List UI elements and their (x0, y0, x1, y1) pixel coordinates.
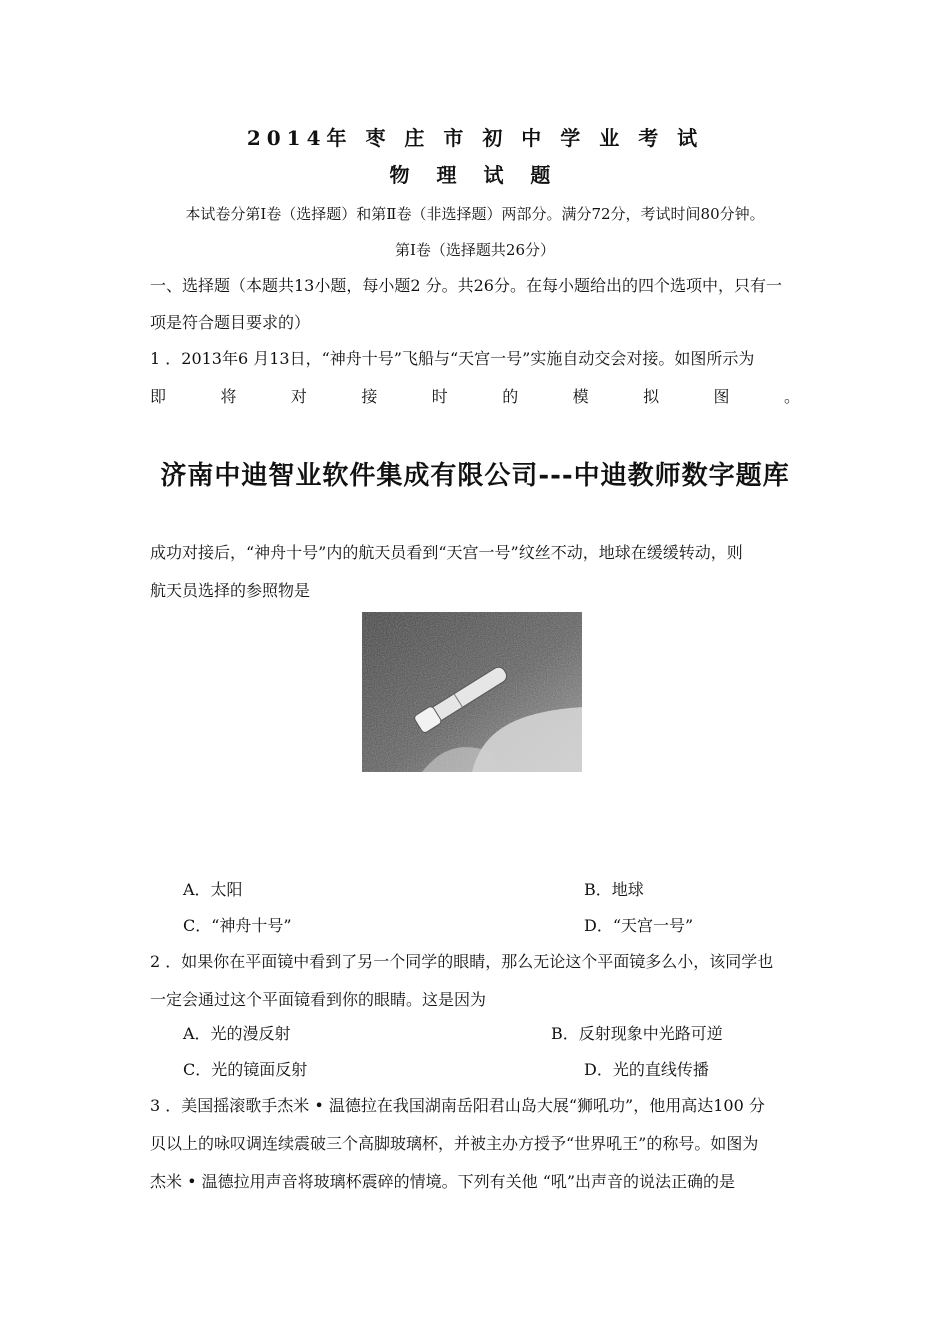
part1-title: 第Ⅰ卷（选择题共26分） (394, 241, 555, 259)
spread-char: 的 (502, 387, 519, 406)
spread-char: 时 (431, 387, 448, 406)
exam-title: 2014年 枣 庄 市 初 中 学 业 考 试 (246, 126, 704, 150)
spread-char: 对 (290, 387, 307, 406)
question-2-line2: 一定会通过这个平面镜看到你的眼睛。这是因为 (150, 990, 487, 1009)
question-3-line3: 杰米 • 温德拉用声音将玻璃杯震碎的情境。下列有关他 “吼”出声音的说法正确的是 (150, 1172, 736, 1191)
spread-char: 将 (220, 387, 237, 406)
question-3-line2: 贝以上的咏叹调连续震破三个高脚玻璃杯，并被主办方授予“世界吼王”的称号。如图为 (150, 1134, 759, 1153)
exam-subject: 物 理 试 题 (389, 163, 561, 187)
question-2-line1: 2 ．如果你在平面镜中看到了另一个同学的眼睛，那么无论这个平面镜多么小，该同学也 (150, 952, 774, 971)
section-instruction-line2: 项是符合题目要求的） (150, 313, 311, 332)
q1-option-a: A．太阳 (183, 880, 243, 899)
exam-intro: 本试卷分第Ⅰ卷（选择题）和第Ⅱ卷（非选择题）两部分。满分72分，考试时间80分钟。 (185, 205, 765, 223)
watermark-banner: 济南中迪智业软件集成有限公司---中迪教师数字题库 (160, 461, 790, 491)
question-1-line4: 航天员选择的参照物是 (150, 581, 311, 600)
q2-option-b: B．反射现象中光路可逆 (551, 1024, 723, 1043)
q1-option-c: C．“神舟十号” (183, 916, 292, 935)
question-1-line1: 1 ．2013年6 月13日，“神舟十号”飞船与“天宫一号”实施自动交会对接。如图所示为 (150, 349, 755, 368)
q1-option-d: D．“天宫一号” (584, 916, 694, 935)
spread-char: 拟 (643, 387, 660, 406)
q2-option-c: C．光的镜面反射 (183, 1060, 308, 1079)
spread-char: 模 (572, 387, 589, 406)
docking-photo (362, 612, 582, 772)
section-instruction-line1: 一、选择题（本题共13小题，每小题2 分。共26分。在每小题给出的四个选项中，只有一 (150, 276, 782, 295)
spread-char: 接 (361, 387, 378, 406)
spread-char: 图 (713, 387, 730, 406)
q2-option-d: D．光的直线传播 (584, 1060, 709, 1079)
q2-option-a: A．光的漫反射 (183, 1024, 291, 1043)
spread-char: 即 (150, 387, 167, 406)
question-1-line3: 成功对接后，“神舟十号”内的航天员看到“天宫一号”纹丝不动，地球在缓缓转动，则 (150, 543, 743, 562)
question-3-line1: 3 ．美国摇滚歌手杰米 • 温德拉在我国湖南岳阳君山岛大展“狮吼功”，他用高达100 分 (150, 1096, 765, 1115)
q1-option-b: B．地球 (584, 880, 644, 899)
spread-char: 。 (783, 387, 800, 406)
question-1-line2 (150, 387, 800, 407)
